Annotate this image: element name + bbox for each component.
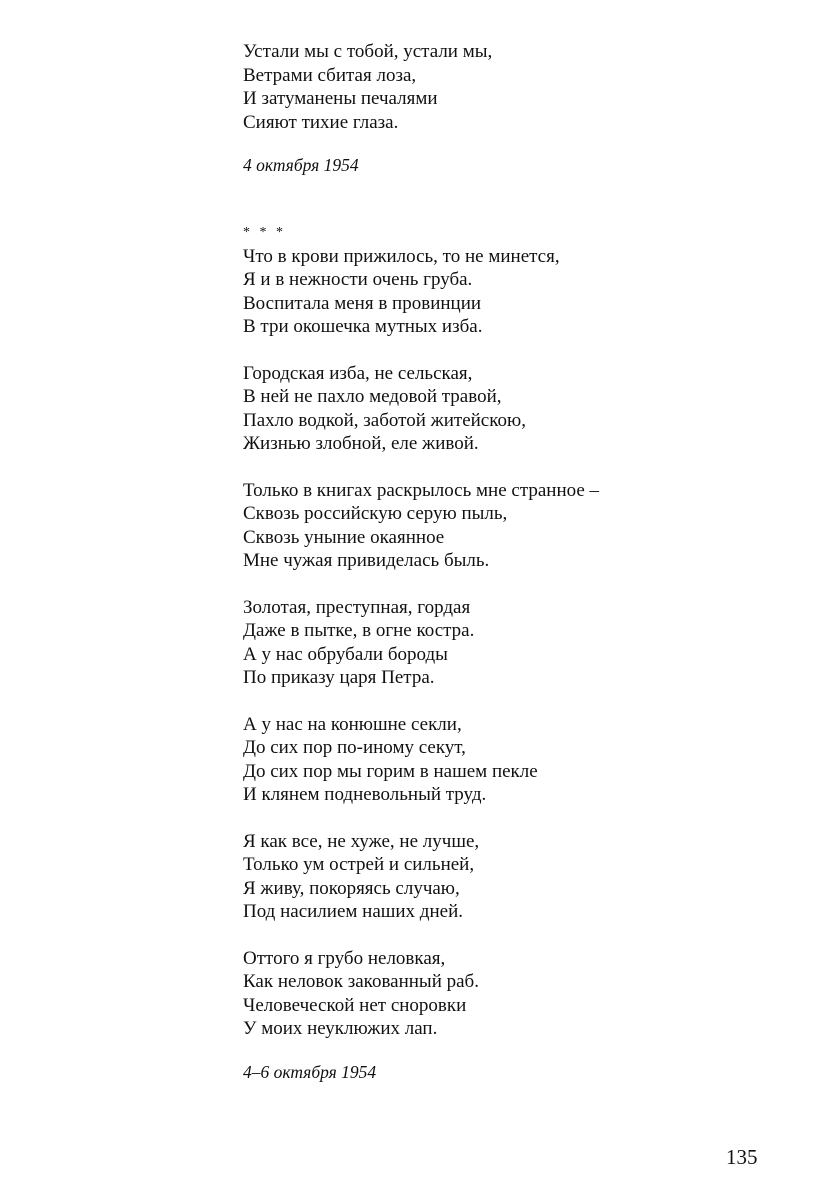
- poem-line: Устали мы с тобой, устали мы,: [243, 41, 493, 62]
- poem-line: Человеческой нет сноровки: [243, 994, 467, 1016]
- poem-line: Ветрами сбитая лоза,: [243, 64, 417, 86]
- poem-line: Под насилием наших дней.: [243, 901, 463, 922]
- poem-line: И затуманены печалями: [243, 88, 438, 109]
- poem1-date: 4 октября 1954: [243, 155, 359, 175]
- poem-line: Я живу, покоряясь случаю,: [243, 877, 460, 899]
- poem-line: Я и в нежности очень груба.: [243, 269, 473, 290]
- poem-text-block: [243, 40, 763, 1084]
- poem-line: А у нас на конюшне секли,: [243, 713, 462, 735]
- poem2-stanza-4: [243, 596, 763, 690]
- poem-line: В ней не пахло медовой травой,: [243, 386, 502, 407]
- poem2-stanza-2: [243, 362, 763, 456]
- poem-line: У моих неуклюжих лап.: [243, 1018, 438, 1039]
- poem-line: Как неловок закованный раб.: [243, 971, 479, 992]
- poem-line: Только в книгах раскрылось мне странное –: [243, 479, 600, 501]
- poem-line: И клянем подневольный труд.: [243, 784, 487, 805]
- poem-line: Сквозь уныние окаянное: [243, 526, 445, 548]
- poem-line: Мне чужая привиделась быль.: [243, 550, 490, 571]
- poem-line: Пахло водкой, заботой житейскою,: [243, 409, 526, 431]
- poem-line: Жизнью злобной, еле живой.: [243, 433, 479, 454]
- poem2-stanza-5: [243, 713, 763, 807]
- poem-line: Даже в пытке, в огне костра.: [243, 620, 475, 641]
- poem-line: Я как все, не хуже, не лучше,: [243, 830, 480, 852]
- poem-line: До сих пор по-иному секут,: [243, 737, 466, 758]
- poem2-stanza-3: [243, 479, 763, 573]
- poem-line: А у нас обрубали бороды: [243, 643, 448, 665]
- poem2-stanza-7: [243, 947, 763, 1041]
- poem-separator: * * *: [243, 224, 286, 240]
- poem-line: Что в крови прижилось, то не минется,: [243, 245, 560, 267]
- poem2-stanza-6: [243, 830, 763, 924]
- poem-line: Сияют тихие глаза.: [243, 111, 399, 133]
- poem-line: Городская изба, не сельская,: [243, 362, 473, 384]
- poem-line: Только ум острей и сильней,: [243, 854, 475, 875]
- poem2-stanza-1: [243, 245, 763, 339]
- poem-line: Воспитала меня в провинции: [243, 292, 482, 314]
- poem-line: По приказу царя Петра.: [243, 667, 435, 688]
- poem-line: Золотая, преступная, гордая: [243, 596, 471, 618]
- poem-line: Сквозь российскую серую пыль,: [243, 503, 508, 524]
- page-number: 135: [726, 1145, 758, 1169]
- poem-line: Оттого я грубо неловкая,: [243, 947, 446, 969]
- poem1-stanza: [243, 40, 763, 134]
- poem-line: В три окошечка мутных изба.: [243, 316, 483, 337]
- poem2-date: 4–6 октября 1954: [243, 1061, 377, 1082]
- poem-line: До сих пор мы горим в нашем пекле: [243, 760, 538, 782]
